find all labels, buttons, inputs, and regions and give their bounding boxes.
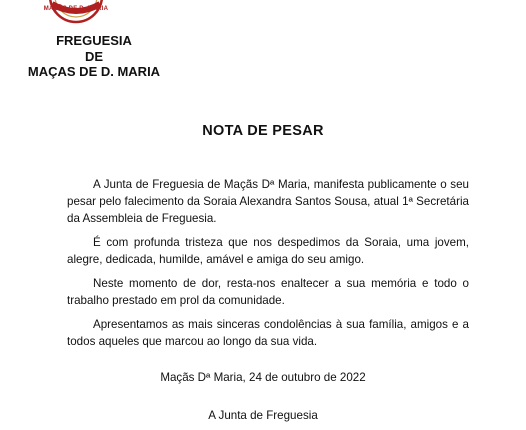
signature-line: A Junta de Freguesia: [208, 409, 318, 422]
document-title: NOTA DE PESAR: [202, 123, 324, 139]
paragraph: É com profunda tristeza que nos despedimos da Soraia, uma jovem, alegre, dedicada, humilde, amável e amiga do seu amigo.: [67, 236, 469, 266]
parish-seal: [40, 0, 112, 26]
org-name-line-3: MAÇAS DE D. MARIA: [27, 64, 161, 79]
seal-emblem-icon: [40, 0, 112, 26]
document-body: [67, 176, 469, 357]
org-name-line-1: FREGUESIA: [56, 33, 132, 48]
paragraph: Apresentamos as mais sinceras condolências à sua família, amigos e a todos aqueles que marcou ao longo da sua vida.: [67, 318, 469, 348]
paragraph: A Junta de Freguesia de Maçãs Dª Maria, manifesta publicamente o seu pesar pelo falecimento da Soraia Alexandra Santos Sousa, atual 1ª Secretária da Assembleia de Freguesia.: [67, 178, 469, 225]
org-name-line-2: DE: [84, 49, 104, 64]
paragraph: Neste momento de dor, resta-nos enaltecer a sua memória e todo o trabalho prestado em prol da comunidade.: [67, 277, 469, 307]
letterhead: [0, 0, 190, 90]
date-line: Maçãs Dª Maria, 24 de outubro de 2022: [160, 371, 366, 384]
seal-text: MAÇÃS DE D. MARIA: [43, 6, 109, 12]
